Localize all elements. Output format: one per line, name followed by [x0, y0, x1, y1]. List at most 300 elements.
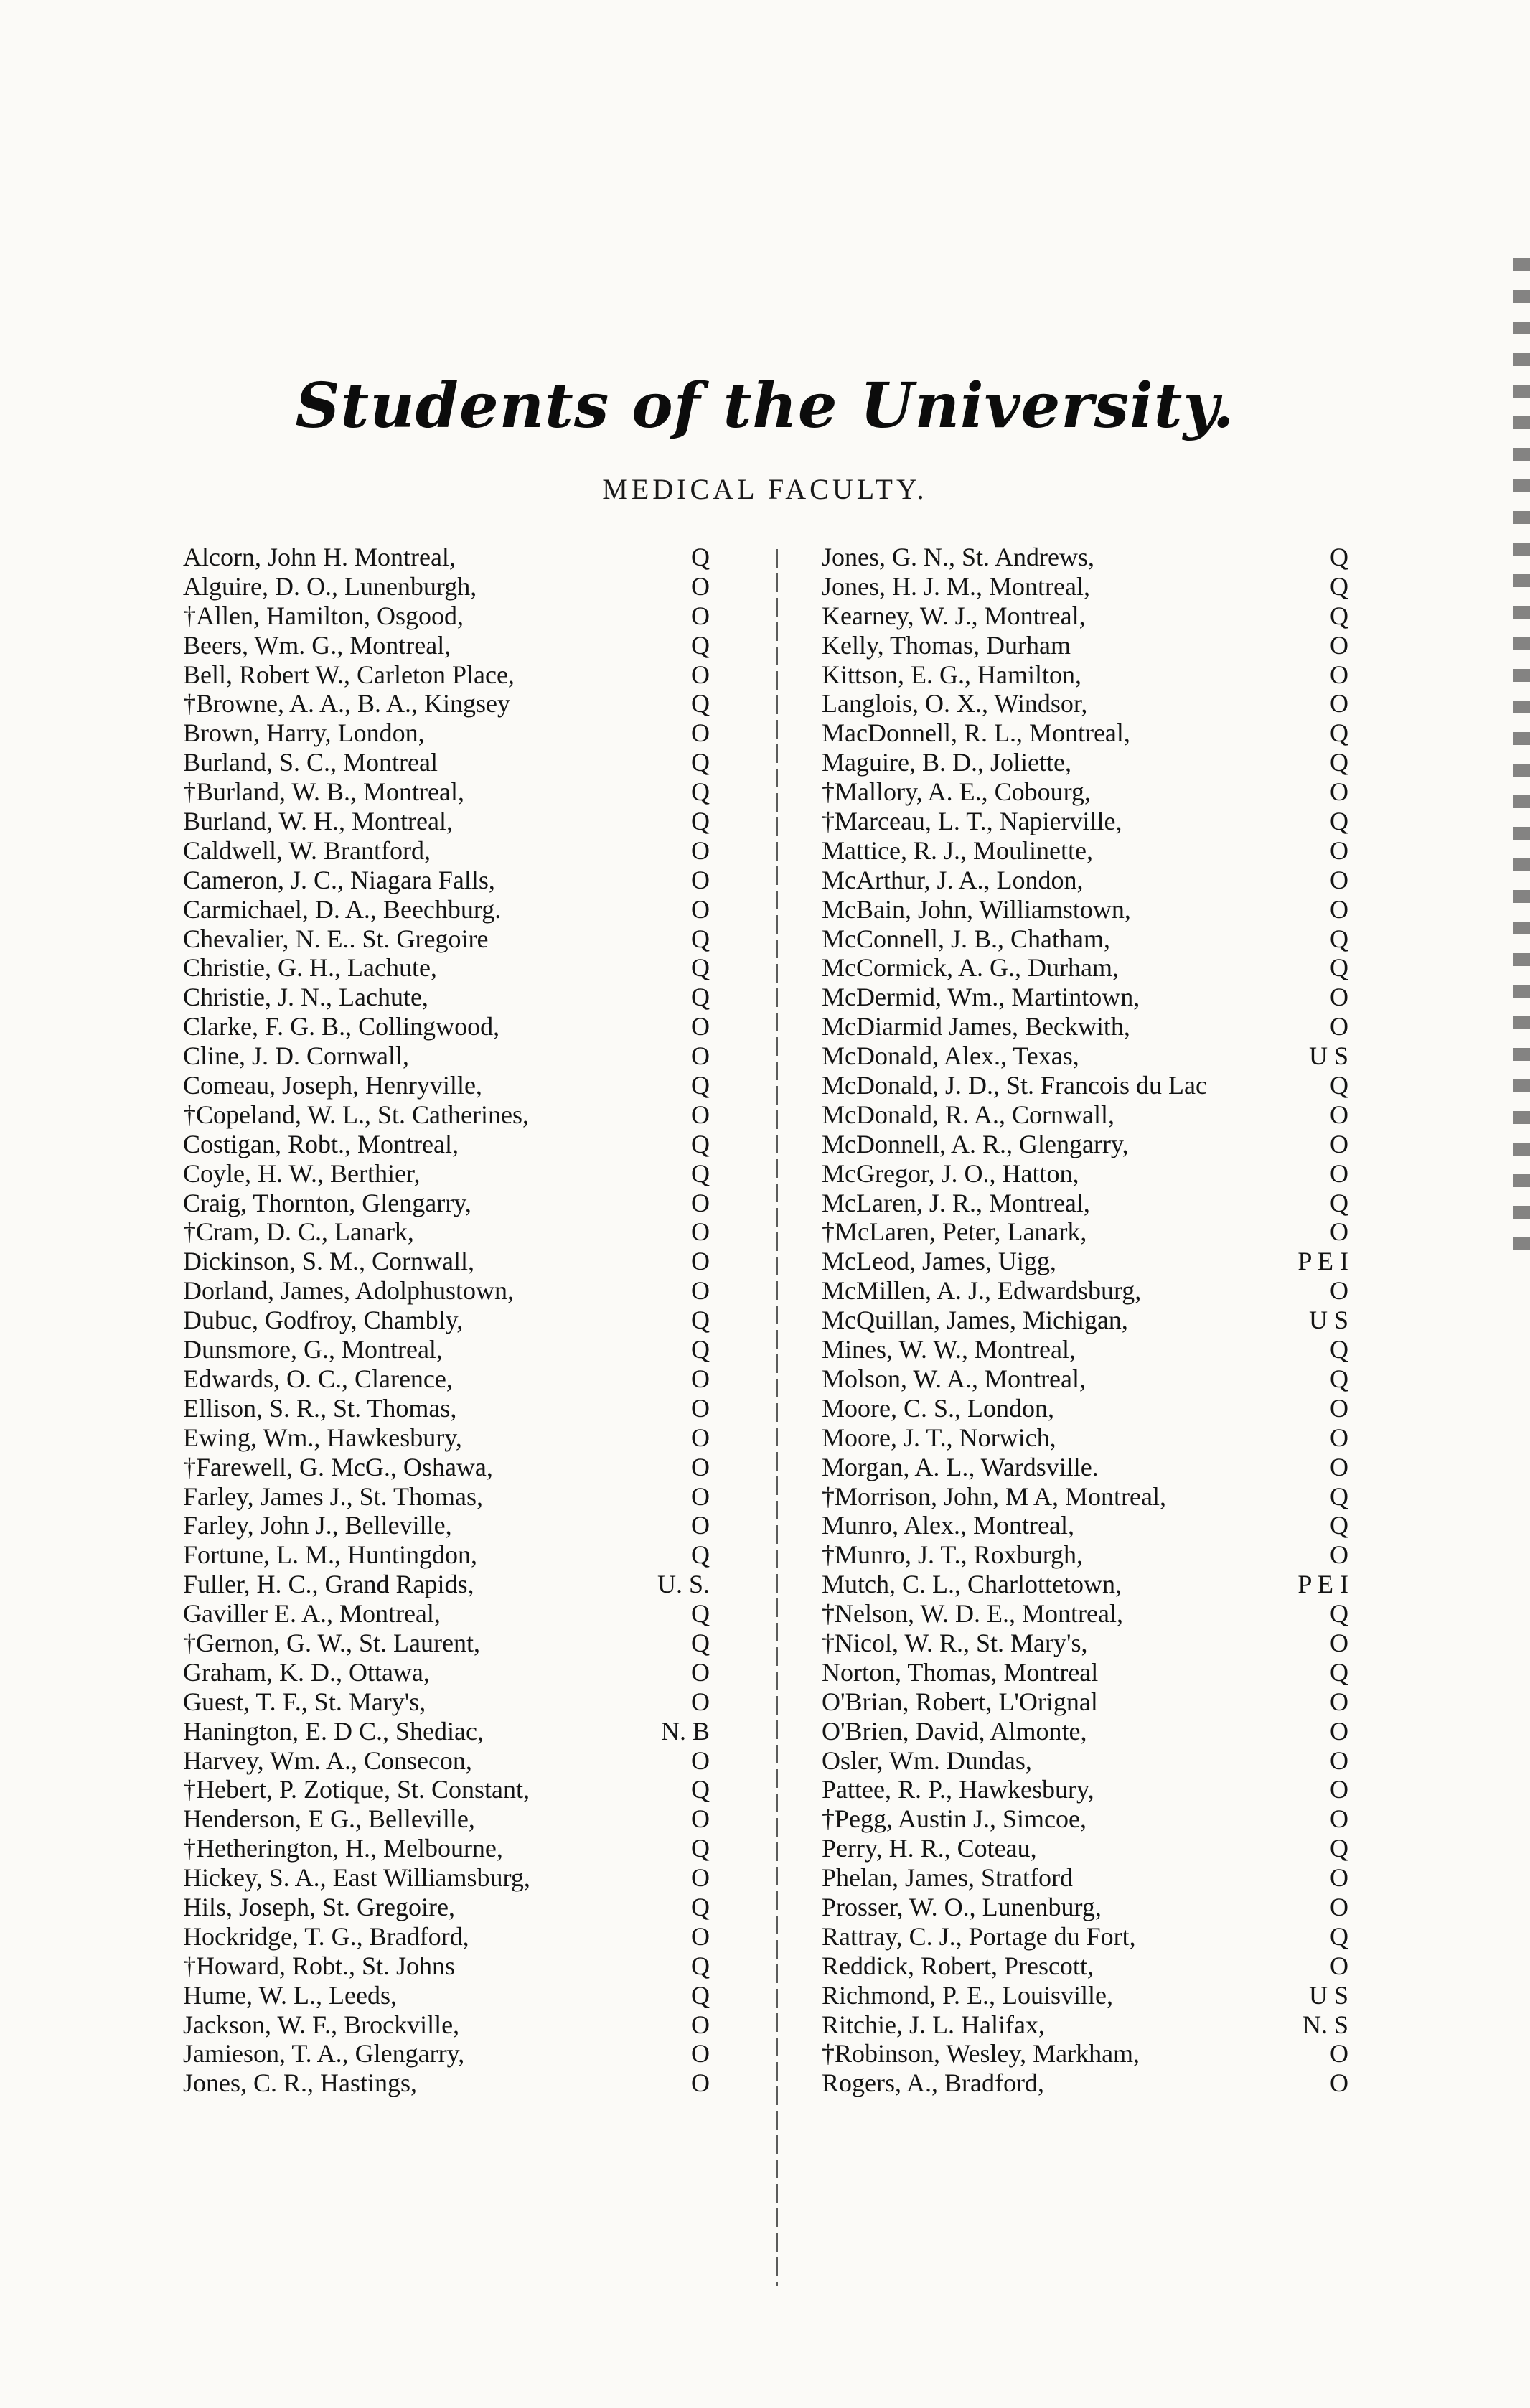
student-name: Dubuc, Godfroy, Chambly, [183, 1306, 464, 1335]
student-name: Dickinson, S. M., Cornwall, [183, 1247, 475, 1276]
province-code: U S [1308, 1306, 1348, 1335]
student-row [822, 1481, 1353, 1511]
province-code: O [691, 571, 710, 601]
student-row [822, 1275, 1353, 1305]
student-name: Jones, H. J. M., Montreal, [822, 571, 1090, 601]
province-code: O [1330, 1687, 1348, 1716]
student-row [183, 630, 714, 660]
student-name: McMillen, A. J., Edwardsburg, [822, 1276, 1142, 1306]
student-row [822, 688, 1353, 718]
student-name: Ritchie, J. L. Halifax, [822, 2010, 1045, 2039]
student-row [822, 1746, 1353, 1775]
student-name: MacDonnell, R. L., Montreal, [822, 718, 1130, 748]
student-row [183, 1569, 714, 1598]
student-row [822, 1804, 1353, 1833]
province-code: Q [1330, 571, 1348, 601]
province-code: O [691, 1247, 710, 1276]
student-name: †Nicol, W. R., St. Mary's, [822, 1628, 1088, 1657]
student-row [183, 1305, 714, 1334]
student-name: Henderson, E G., Belleville, [183, 1804, 475, 1834]
student-name: Dorland, James, Adolphustown, [183, 1276, 514, 1306]
student-name: †Marceau, L. T., Napierville, [822, 807, 1122, 836]
province-code: O [1330, 630, 1348, 660]
student-name: Rogers, A., Bradford, [822, 2069, 1044, 2098]
student-name: Langlois, O. X., Windsor, [822, 689, 1088, 718]
student-row [822, 1628, 1353, 1657]
student-name: Dunsmore, G., Montreal, [183, 1335, 443, 1364]
student-row [183, 1892, 714, 1921]
student-name: †Copeland, W. L., St. Catherines, [183, 1100, 529, 1129]
student-name: Cline, J. D. Cornwall, [183, 1041, 409, 1071]
province-code: O [691, 865, 710, 894]
student-name: Gaviller E. A., Montreal, [183, 1599, 441, 1629]
student-row [183, 952, 714, 982]
province-code: O [1330, 1628, 1348, 1657]
province-code: O [1330, 2039, 1348, 2069]
student-row [183, 1334, 714, 1364]
student-name: McCormick, A. G., Durham, [822, 953, 1119, 983]
student-name: Rattray, C. J., Portage du Fort, [822, 1921, 1136, 1951]
province-code: O [1330, 660, 1348, 689]
province-code: O [691, 2010, 710, 2039]
province-code: Q [1330, 1921, 1348, 1951]
student-row [822, 1158, 1353, 1188]
province-code: P E I [1297, 1570, 1348, 1599]
province-code: P E I [1297, 1247, 1348, 1276]
student-row [183, 1921, 714, 1951]
student-row [822, 2010, 1353, 2039]
student-row [183, 894, 714, 924]
student-name: †Howard, Robt., St. Johns [183, 1951, 456, 1980]
province-code: U S [1308, 1041, 1348, 1071]
student-name: Jackson, W. F., Brockville, [183, 2010, 460, 2039]
province-code: Q [691, 1951, 710, 1980]
student-row [183, 1804, 714, 1833]
student-name: McDonald, Alex., Texas, [822, 1041, 1079, 1071]
student-name: Munro, Alex., Montreal, [822, 1511, 1074, 1540]
province-code: Q [691, 1158, 710, 1188]
province-code: Q [691, 689, 710, 718]
province-code: Q [1330, 543, 1348, 571]
student-name: Fortune, L. M., Huntingdon, [183, 1540, 477, 1570]
student-row [822, 1569, 1353, 1598]
student-row [183, 1540, 714, 1569]
student-name: Graham, K. D., Ottawa, [183, 1657, 430, 1687]
province-code: O [1330, 983, 1348, 1012]
student-row [822, 1540, 1353, 1569]
student-row [822, 1863, 1353, 1892]
province-code: Q [691, 748, 710, 777]
student-row [822, 1892, 1353, 1921]
student-name: McGregor, J. O., Hatton, [822, 1158, 1079, 1188]
province-code: Q [1330, 1481, 1348, 1511]
province-code: O [691, 660, 710, 689]
province-code: O [1330, 1100, 1348, 1129]
province-code: O [1330, 1276, 1348, 1306]
student-row [822, 1188, 1353, 1217]
student-name: McDonald, J. D., St. Francois du Lac [822, 1071, 1207, 1100]
student-row [183, 1951, 714, 1980]
student-row [183, 660, 714, 689]
province-code: O [1330, 1863, 1348, 1893]
student-row [822, 1951, 1353, 1980]
student-row [822, 1452, 1353, 1481]
student-row [822, 542, 1353, 571]
province-code: O [1330, 777, 1348, 807]
province-code: Q [691, 1834, 710, 1863]
student-name: Costigan, Robt., Montreal, [183, 1129, 459, 1158]
student-row [183, 982, 714, 1011]
student-name: McDonald, R. A., Cornwall, [822, 1100, 1114, 1129]
student-row [183, 1452, 714, 1481]
province-code: O [691, 1188, 710, 1217]
student-name: Pattee, R. P., Hawkesbury, [822, 1775, 1094, 1804]
province-code: Q [691, 543, 710, 571]
student-name: Alguire, D. O., Lunenburgh, [183, 571, 477, 601]
province-code: O [691, 1511, 710, 1540]
student-name: †Allen, Hamilton, Osgood, [183, 601, 464, 630]
student-row [822, 982, 1353, 1011]
province-code: O [691, 1100, 710, 1129]
student-name: Mattice, R. J., Moulinette, [822, 835, 1093, 865]
page-title: Students of the University. [295, 370, 1235, 442]
province-code: N. S [1302, 2010, 1348, 2039]
student-row [183, 688, 714, 718]
page-edge-fringe [1513, 258, 1530, 1263]
student-row [183, 835, 714, 865]
province-code: Q [1330, 953, 1348, 983]
province-code: O [691, 1393, 710, 1423]
student-row [183, 718, 714, 747]
student-name: †Burland, W. B., Montreal, [183, 777, 464, 807]
province-code: O [691, 1804, 710, 1834]
province-code: O [691, 1276, 710, 1306]
student-row [183, 2068, 714, 2097]
student-name: McQuillan, James, Michigan, [822, 1306, 1128, 1335]
student-name: Comeau, Joseph, Henryville, [183, 1071, 482, 1100]
student-name: †Pegg, Austin J., Simcoe, [822, 1804, 1087, 1834]
student-row [183, 1774, 714, 1804]
student-name: Caldwell, W. Brantford, [183, 835, 431, 865]
student-row [183, 1158, 714, 1188]
province-code: O [1330, 1129, 1348, 1158]
student-row [822, 1921, 1353, 1951]
student-row [822, 1334, 1353, 1364]
student-name: Fuller, H. C., Grand Rapids, [183, 1570, 474, 1599]
student-row [822, 1833, 1353, 1863]
province-code: Q [691, 1775, 710, 1804]
student-row [183, 1188, 714, 1217]
province-code: Q [1330, 1657, 1348, 1687]
student-row [183, 1364, 714, 1393]
province-code: O [1330, 1746, 1348, 1775]
province-code: Q [691, 924, 710, 953]
student-name: †Nelson, W. D. E., Montreal, [822, 1599, 1123, 1629]
student-row [183, 1510, 714, 1540]
student-name: Burland, W. H., Montreal, [183, 807, 453, 836]
student-row [822, 952, 1353, 982]
student-row [183, 1246, 714, 1275]
student-row [822, 747, 1353, 777]
student-row [822, 2038, 1353, 2068]
province-code: O [1330, 1540, 1348, 1570]
student-row [183, 1628, 714, 1657]
faculty-subtitle: MEDICAL FACULTY. [602, 473, 928, 505]
student-row [183, 1011, 714, 1041]
student-name: Hockridge, T. G., Bradford, [183, 1921, 469, 1951]
student-name: Edwards, O. C., Clarence, [183, 1364, 453, 1393]
province-code: O [1330, 1775, 1348, 1804]
student-row [183, 1100, 714, 1129]
province-code: Q [1330, 1188, 1348, 1217]
province-code: O [1330, 1804, 1348, 1834]
province-code: O [1330, 1951, 1348, 1980]
student-row [183, 601, 714, 630]
student-row [183, 2038, 714, 2068]
student-name: †Hebert, P. Zotique, St. Constant, [183, 1775, 530, 1804]
student-row [183, 2010, 714, 2039]
province-code: Q [691, 1628, 710, 1657]
student-name: Jamieson, T. A., Glengarry, [183, 2039, 465, 2069]
student-row [822, 1100, 1353, 1129]
student-row [183, 865, 714, 894]
student-name: Jones, G. N., St. Andrews, [822, 543, 1095, 571]
student-name: Hils, Joseph, St. Gregoire, [183, 1892, 455, 1921]
province-code: O [1330, 1217, 1348, 1247]
student-row [183, 1393, 714, 1423]
province-code: O [1330, 2069, 1348, 2098]
province-code: Q [1330, 807, 1348, 836]
student-row [822, 1011, 1353, 1041]
student-row [183, 1598, 714, 1628]
province-code: Q [1330, 1511, 1348, 1540]
student-name: Kearney, W. J., Montreal, [822, 601, 1086, 630]
student-row [822, 1716, 1353, 1746]
student-row [183, 1833, 714, 1863]
province-code: U S [1308, 1980, 1348, 2010]
province-code: Q [1330, 1071, 1348, 1100]
province-code: O [691, 718, 710, 748]
student-name: Moore, J. T., Norwich, [822, 1423, 1056, 1452]
student-row [822, 1217, 1353, 1246]
student-name: McBain, John, Williamstown, [822, 894, 1131, 924]
student-name: Hickey, S. A., East Williamsburg, [183, 1863, 530, 1893]
student-name: Cameron, J. C., Niagara Falls, [183, 865, 495, 894]
province-code: O [691, 1452, 710, 1481]
province-code: Q [1330, 1834, 1348, 1863]
student-name: Burland, S. C., Montreal [183, 748, 438, 777]
province-code: Q [691, 777, 710, 807]
student-name: Farley, John J., Belleville, [183, 1511, 452, 1540]
student-name: Richmond, P. E., Louisville, [822, 1980, 1114, 2010]
province-code: O [1330, 1892, 1348, 1921]
province-code: O [1330, 689, 1348, 718]
student-name: Guest, T. F., St. Mary's, [183, 1687, 426, 1716]
province-code: O [691, 1687, 710, 1716]
province-code: Q [691, 1980, 710, 2010]
student-row [822, 1774, 1353, 1804]
student-name: Brown, Harry, London, [183, 718, 425, 748]
province-code: O [691, 1012, 710, 1041]
student-name: McDiarmid James, Beckwith, [822, 1012, 1130, 1041]
province-code: O [1330, 1423, 1348, 1452]
student-row [183, 1481, 714, 1511]
student-name: McDonnell, A. R., Glengarry, [822, 1129, 1129, 1158]
province-code: O [1330, 835, 1348, 865]
province-code: O [1330, 1158, 1348, 1188]
student-row [822, 1070, 1353, 1100]
right-student-list [822, 542, 1353, 2097]
province-code: Q [1330, 601, 1348, 630]
province-code: Q [691, 1071, 710, 1100]
province-code: O [691, 601, 710, 630]
student-name: †Morrison, John, M A, Montreal, [822, 1481, 1166, 1511]
student-row [822, 1980, 1353, 2010]
student-name: O'Brian, Robert, L'Orignal [822, 1687, 1098, 1716]
student-row [183, 1716, 714, 1746]
province-code: O [691, 1746, 710, 1775]
student-name: Beers, Wm. G., Montreal, [183, 630, 451, 660]
province-code: O [1330, 1452, 1348, 1481]
province-code: U. S. [657, 1570, 710, 1599]
province-code: O [691, 1041, 710, 1071]
student-name: Maguire, B. D., Joliette, [822, 748, 1071, 777]
student-name: †Farewell, G. McG., Oshawa, [183, 1452, 493, 1481]
province-code: O [691, 1921, 710, 1951]
student-name: Christie, J. N., Lachute, [183, 983, 428, 1012]
province-code: O [691, 1481, 710, 1511]
province-code: Q [691, 983, 710, 1012]
student-row [183, 1423, 714, 1452]
student-name: Moore, C. S., London, [822, 1393, 1054, 1423]
student-row [822, 835, 1353, 865]
student-name: †McLaren, Peter, Lanark, [822, 1217, 1087, 1247]
student-name: Coyle, H. W., Berthier, [183, 1158, 421, 1188]
student-name: Mines, W. W., Montreal, [822, 1335, 1076, 1364]
student-name: †Munro, J. T., Roxburgh, [822, 1540, 1084, 1570]
province-code: O [691, 894, 710, 924]
student-row [183, 542, 714, 571]
student-row [822, 1041, 1353, 1070]
student-row [822, 777, 1353, 806]
student-name: Harvey, Wm. A., Consecon, [183, 1746, 472, 1775]
province-code: Q [691, 630, 710, 660]
student-row [183, 1687, 714, 1716]
student-name: Morgan, A. L., Wardsville. [822, 1452, 1099, 1481]
student-row [822, 1246, 1353, 1275]
student-row [822, 2068, 1353, 2097]
student-name: Ellison, S. R., St. Thomas, [183, 1393, 457, 1423]
province-code: O [1330, 1716, 1348, 1746]
student-name: McDermid, Wm., Martintown, [822, 983, 1140, 1012]
student-name: Prosser, W. O., Lunenburg, [822, 1892, 1102, 1921]
student-row [822, 1687, 1353, 1716]
left-student-list [183, 542, 714, 2097]
student-name: †Mallory, A. E., Cobourg, [822, 777, 1091, 807]
student-name: Perry, H. R., Coteau, [822, 1834, 1037, 1863]
student-row [183, 1980, 714, 2010]
student-row [822, 1393, 1353, 1423]
student-row [822, 1364, 1353, 1393]
province-code: Q [1330, 1364, 1348, 1393]
student-name: Farley, James J., St. Thomas, [183, 1481, 483, 1511]
student-row [183, 1275, 714, 1305]
province-code: O [691, 1364, 710, 1393]
student-name: Bell, Robert W., Carleton Place, [183, 660, 515, 689]
province-code: O [1330, 1393, 1348, 1423]
student-name: Clarke, F. G. B., Collingwood, [183, 1012, 500, 1041]
province-code: O [691, 1423, 710, 1452]
student-name: †Gernon, G. W., St. Laurent, [183, 1628, 480, 1657]
province-code: O [691, 835, 710, 865]
student-row [822, 806, 1353, 835]
student-name: Chevalier, N. E.. St. Gregoire [183, 924, 489, 953]
student-row [822, 1305, 1353, 1334]
student-row [822, 865, 1353, 894]
province-code: Q [691, 807, 710, 836]
student-row [822, 1423, 1353, 1452]
province-code: O [691, 1217, 710, 1247]
province-code: O [1330, 894, 1348, 924]
province-code: Q [1330, 1599, 1348, 1629]
student-row [822, 630, 1353, 660]
province-code: Q [691, 1306, 710, 1335]
student-row [183, 1217, 714, 1246]
student-row [183, 924, 714, 953]
student-row [183, 1041, 714, 1070]
province-code: O [1330, 1012, 1348, 1041]
province-code: Q [1330, 924, 1348, 953]
student-row [183, 806, 714, 835]
province-code: Q [691, 1540, 710, 1570]
student-name: Alcorn, John H. Montreal, [183, 543, 456, 571]
student-name: †Robinson, Wesley, Markham, [822, 2039, 1140, 2069]
student-row [822, 1598, 1353, 1628]
student-row [183, 571, 714, 601]
province-code: Q [1330, 718, 1348, 748]
province-code: O [691, 1863, 710, 1893]
student-name: Mutch, C. L., Charlottetown, [822, 1570, 1122, 1599]
student-row [183, 1746, 714, 1775]
student-name: Norton, Thomas, Montreal [822, 1657, 1099, 1687]
student-row [822, 1510, 1353, 1540]
student-name: Kelly, Thomas, Durham [822, 630, 1071, 660]
student-row [822, 718, 1353, 747]
student-row [822, 571, 1353, 601]
student-row [822, 894, 1353, 924]
province-code: O [691, 1657, 710, 1687]
province-code: Q [691, 1892, 710, 1921]
student-name: Ewing, Wm., Hawkesbury, [183, 1423, 462, 1452]
student-name: Osler, Wm. Dundas, [822, 1746, 1032, 1775]
student-row [822, 1657, 1353, 1687]
province-code: O [1330, 865, 1348, 894]
column-divider [776, 549, 778, 2286]
student-name: Jones, C. R., Hastings, [183, 2069, 418, 2098]
province-code: N. B [660, 1716, 710, 1746]
province-code: Q [1330, 1335, 1348, 1364]
student-name: Christie, G. H., Lachute, [183, 953, 437, 983]
student-row [822, 601, 1353, 630]
student-row [183, 747, 714, 777]
student-name: †Hetherington, H., Melbourne, [183, 1834, 503, 1863]
province-code: O [691, 2069, 710, 2098]
student-name: †Browne, A. A., B. A., Kingsey [183, 689, 511, 718]
student-row [183, 1657, 714, 1687]
student-row [822, 660, 1353, 689]
student-name: Phelan, James, Stratford [822, 1863, 1073, 1893]
student-name: Kittson, E. G., Hamilton, [822, 660, 1081, 689]
